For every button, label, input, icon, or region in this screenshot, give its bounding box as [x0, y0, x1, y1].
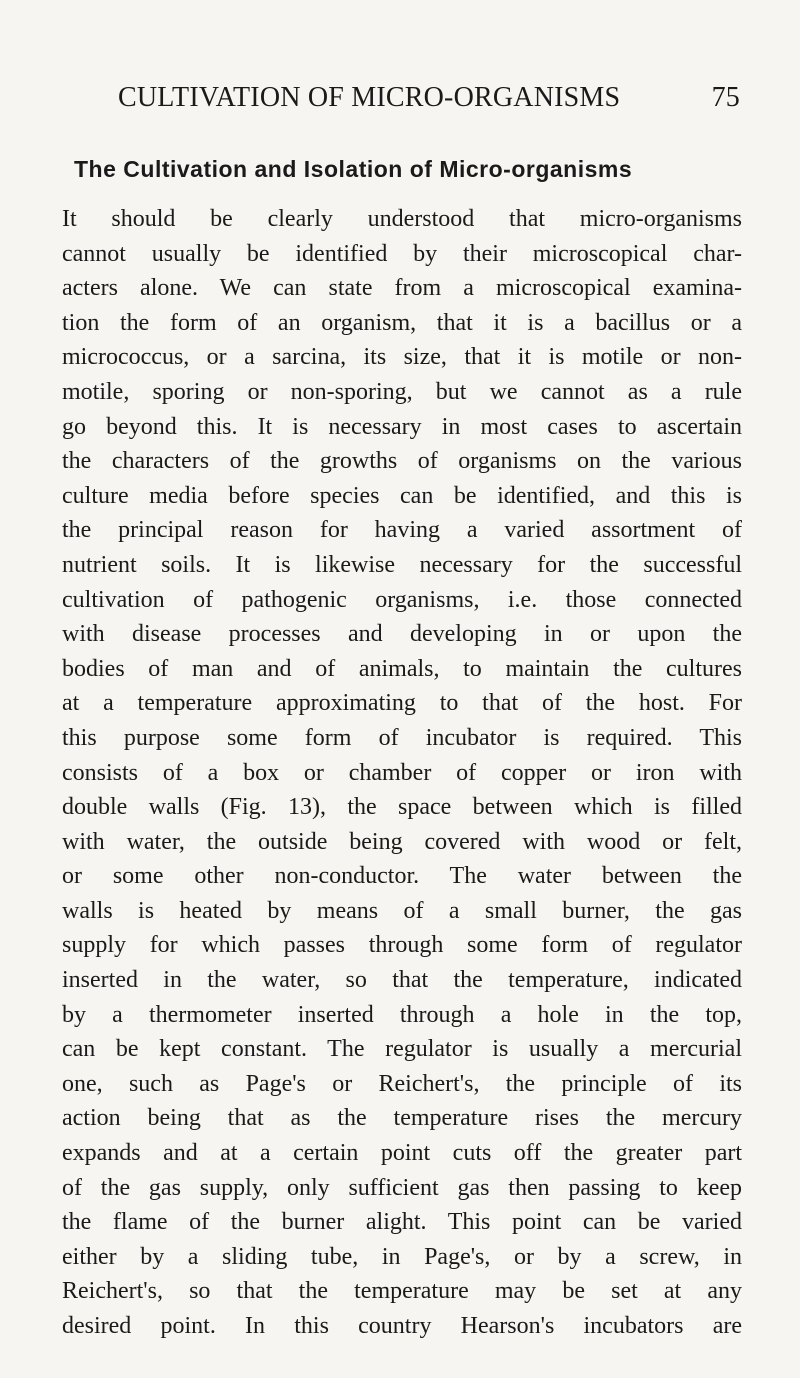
body-paragraph [62, 202, 742, 1344]
text-line: the characters of the growths of organisms on the various [62, 448, 742, 475]
text-line: action being that as the temperature rises the mercury [62, 1105, 742, 1132]
text-line: Reichert's, so that the temperature may be set at any [62, 1278, 742, 1305]
text-line: of the gas supply, only sufficient gas then passing to keep [62, 1174, 742, 1201]
text-line: acters alone. We can state from a microscopical examina- [62, 275, 742, 302]
text-line: consists of a box or chamber of copper or iron with [62, 759, 742, 786]
text-line: tion the form of an organism, that it is a bacillus or a [62, 309, 742, 336]
text-line: with disease processes and developing in or upon the [62, 621, 742, 648]
text-line: cultivation of pathogenic organisms, i.e. those connected [62, 586, 742, 613]
text-line: nutrient soils. It is likewise necessary for the successful [62, 551, 742, 578]
text-line: bodies of man and of animals, to maintain the cultures [62, 655, 742, 682]
text-line: double walls (Fig. 13), the space between which is filled [62, 794, 742, 821]
text-line: the flame of the burner alight. This point can be varied [62, 1209, 742, 1236]
text-line: cannot usually be identified by their microscopical char- [62, 240, 742, 267]
text-line: culture media before species can be identified, and this is [62, 482, 742, 509]
text-line: It should be clearly understood that micro-organisms [62, 206, 742, 232]
text-line: motile, sporing or non-sporing, but we cannot as a rule [62, 378, 742, 405]
page-number: 75 [711, 82, 740, 113]
text-line: micrococcus, or a sarcina, its size, that it is motile or non- [62, 344, 742, 371]
text-line: walls is heated by means of a small burner, the gas [62, 897, 742, 924]
text-line: supply for which passes through some form of regulator [62, 932, 742, 959]
running-title: CULTIVATION OF MICRO-ORGANISMS [118, 82, 621, 113]
text-line: desired point. In this country Hearson's incubators are [62, 1313, 742, 1339]
text-line: one, such as Page's or Reichert's, the principle of its [62, 1070, 742, 1097]
text-line: this purpose some form of incubator is required. This [62, 724, 742, 751]
text-line: the principal reason for having a varied assortment of [62, 517, 742, 544]
text-line: can be kept constant. The regulator is usually a mercurial [62, 1036, 742, 1063]
text-line: by a thermometer inserted through a hole in the top, [62, 1001, 742, 1028]
text-line: either by a sliding tube, in Page's, or by a screw, in [62, 1243, 742, 1270]
text-line: inserted in the water, so that the temperature, indicated [62, 967, 742, 994]
section-heading: The Cultivation and Isolation of Micro-organisms [74, 156, 633, 182]
text-line: or some other non-conductor. The water between the [62, 863, 742, 890]
running-head [118, 82, 740, 122]
text-line: with water, the outside being covered with wood or felt, [62, 828, 742, 855]
text-line: expands and at a certain point cuts off the greater part [62, 1140, 742, 1167]
text-line: at a temperature approximating to that of the host. For [62, 690, 742, 717]
text-line: go beyond this. It is necessary in most cases to ascertain [62, 413, 742, 440]
